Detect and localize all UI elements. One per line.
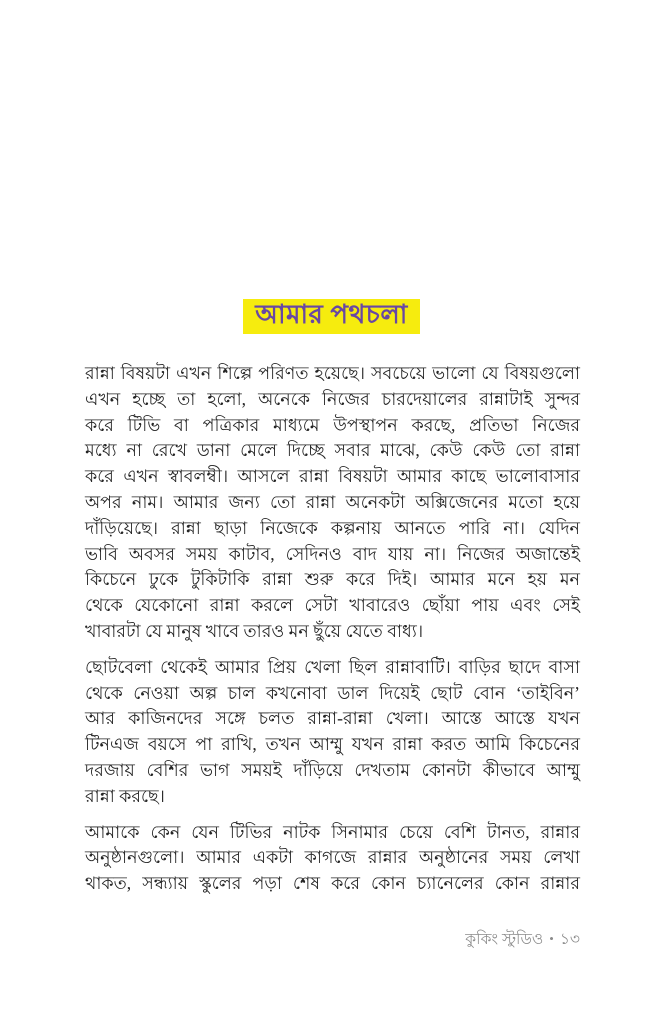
text-line: রান্না করছে। [85,785,165,806]
text-line: করে এখন স্বাবলম্বী। আসলে রান্না বিষয়টা আমার কাছে ভালোবাসার [85,466,580,487]
text-line: দরজায় বেশির ভাগ সময়ই দাঁড়িয়ে দেখতাম কোনটা কীভাবে আম্মু [85,759,580,780]
text-line: রান্না বিষয়টা এখন শিল্পে পরিণত হয়েছে। সবচেয়ে ভালো যে বিষয়গুলো [85,363,580,383]
text-line: অনুষ্ঠানগুলো। আমার একটা কাগজে রান্নার অনুষ্ঠানের সময় লেখা [85,847,580,868]
page-footer [465,929,580,950]
text-line: আমাকে কেন যেন টিভির নাটক সিনামার চেয়ে বেশি টানত, রান্নার [85,821,580,842]
text-line: ভাবি অবসর সময় কাটাব, সেদিনও বাদ যায় না। নিজের অজান্তেই [85,543,580,564]
footer-book-title: কুকিং স্টুডিও [465,931,544,948]
text-line: টিনএজ বয়সে পা রাখি, তখন আম্মু যখন রান্না করত আমি কিচেনের [85,734,580,755]
text-line: খাবারটা যে মানুষ খাবে তারও মন ছুঁয়ে যেতে বাধ্য। [85,620,424,641]
text-line: করে টিভি বা পত্রিকার মাধ্যমে উপস্থাপন করছে, প্রতিভা নিজের [85,414,580,435]
body-text [85,361,580,907]
bullet-separator-icon: • [549,931,554,946]
paragraph [85,361,580,645]
text-line: থেকে যেকোনো রান্না করলে সেটা খাবারেও ছোঁয়া পায় এবং সেই [85,595,580,616]
text-line: দাঁড়িয়েছে। রান্না ছাড়া নিজেকে কল্পনায় আনতে পারি না। যেদিন [85,517,580,538]
paragraph [85,655,580,810]
text-line: অপর নাম। আমার জন্য তো রান্না অনেকটা অক্সিজেনের মতো হয়ে [85,491,580,512]
text-line: ছোটবেলা থেকেই আমার প্রিয় খেলা ছিল রান্নাবাটি। বাড়ির ছাদে বাসা [85,656,580,677]
text-line: এখন হচ্ছে তা হলো, অনেকে নিজের চারদেয়ালের রান্নাটাই সুন্দর [85,388,580,409]
text-line: কিচেনে ঢুকে টুকিটাকি রান্না শুরু করে দিই। আমার মনে হয় মন [85,569,580,590]
page-number: ১৩ [559,931,580,948]
text-line: থাকত, সন্ধ্যায় স্কুলের পড়া শেষ করে কোন চ্যানেলের কোন রান্নার [85,873,580,894]
chapter-title: আমার পথচলা [243,299,420,334]
text-line: আর কাজিনদের সঙ্গে চলত রান্না-রান্না খেলা। আস্তে আস্তে যখন [85,708,580,729]
chapter-title-band [0,299,663,334]
text-line: থেকে নেওয়া অল্প চাল কখনোবা ডাল দিয়েই ছোট বোন ‘তাইবিন’ [85,682,580,703]
text-line: মধ্যে না রেখে ডানা মেলে দিচ্ছে সবার মাঝে, কেউ কেউ তো রান্না [85,440,580,461]
paragraph [85,820,580,897]
